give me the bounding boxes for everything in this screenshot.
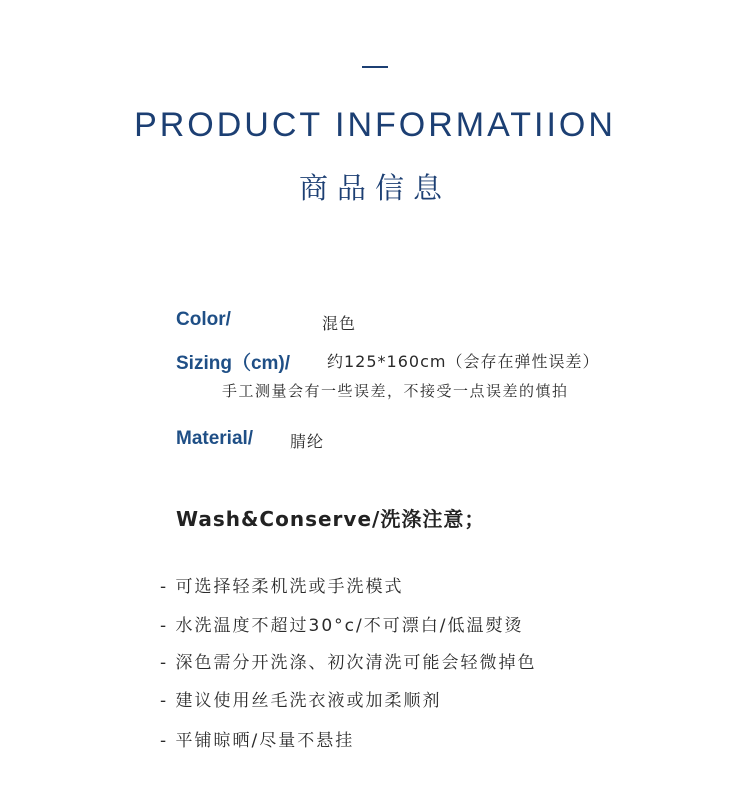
material-value: 腈纶 xyxy=(290,432,325,451)
care-instruction-item: - 平铺晾晒/尽量不悬挂 xyxy=(160,731,355,751)
material-label: Material/ xyxy=(176,428,254,449)
page-title-chinese: 商品信息 xyxy=(298,171,451,205)
care-instruction-item: - 建议使用丝毛洗衣液或加柔顺剂 xyxy=(160,691,442,711)
color-label: Color/ xyxy=(176,309,231,330)
header-divider xyxy=(362,66,388,68)
color-value: 混色 xyxy=(322,314,357,333)
sizing-value: 约125*160cm（会存在弹性误差） xyxy=(327,352,600,371)
sizing-label: Sizing（cm)/ xyxy=(176,353,291,374)
care-instruction-item: - 可选择轻柔机洗或手洗模式 xyxy=(160,577,404,597)
page-title-english: PRODUCT INFORMATIION xyxy=(134,106,616,144)
care-instruction-item: - 深色需分开洗涤、初次清洗可能会轻微掉色 xyxy=(160,653,537,673)
sizing-note: 手工测量会有一些误差，不接受一点误差的慎拍 xyxy=(222,382,569,400)
wash-conserve-title: Wash&Conserve/洗涤注意； xyxy=(176,507,486,531)
care-instruction-item: - 水洗温度不超过30°c/不可漂白/低温熨烫 xyxy=(160,616,524,636)
